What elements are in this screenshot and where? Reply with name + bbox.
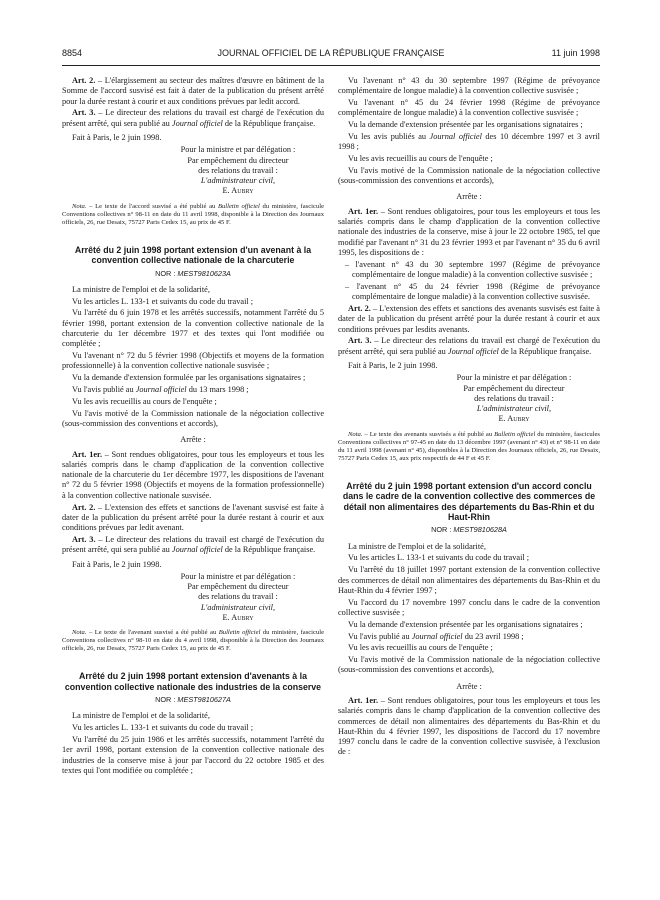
list-item: – l'avenant n° 45 du 24 février 1998 (Régime de prévoyance complémentaire de longue maladie) à la convention collective susvisée. [345,281,600,302]
issue-date: 11 juin 1998 [551,48,600,58]
nor-reference: NOR : MEST9810623A [155,268,231,278]
paragraph: Vu l'arrêté du 18 juillet 1997 portant extension de la convention collective des commerces de détail non alimentaires des départements du Bas-Rhin et du Haut-Rhin du 4 février 1997 ; [338,565,600,595]
paragraph: Vu l'avis motivé de la Commission nationale de la négociation collective (sous-commission des conventions et accords), [338,655,600,675]
paragraph: Vu la demande d'extension présentée par les organisations signataires ; [348,619,583,629]
journal-title: JOURNAL OFFICIEL DE LA RÉPUBLIQUE FRANÇAISE [217,48,445,58]
signature-block: Pour la ministre et par délégation : Par empêchement du directeur des relations du travail : L'administrateur civil, E. Aubry [180,571,296,622]
paragraph: Vu l'avis publié au Journal officiel du 13 mars 1998 ; [72,385,249,395]
decree-title: Arrêté du 2 juin 1998 portant extension d'un accord conclu dans le cadre de la convention collective des commerces de détail non alimentaires des départements du Bas-Rhin et du Haut-Rhin [342,480,596,522]
paragraph: Vu les avis publiés au Journal officiel des 10 décembre 1997 et 3 avril 1998 ; [338,131,600,152]
nor-reference: NOR : MEST9810628A [431,525,507,535]
paragraph: La ministre de l'emploi et de la solidarité, [72,711,210,721]
paragraph: Vu l'avenant n° 72 du 5 février 1998 (Objectifs et moyens de la formation professionnelle) à la convention collective nationale susvisée ; [62,351,324,371]
paragraph: Vu l'arrêté du 25 juin 1986 et les arrêtés successifs, notamment l'arrêté du 1er avril 1998, portant extension de la convention collective nationale des industries de la conserve mise à jour par l'accord du 22 octobre 1985 et des textes qui l'ont modifiée ou complétée ; [62,734,324,775]
arrete-heading: Arrête : [456,192,482,202]
signing-date: Fait à Paris, le 2 juin 1998. [72,132,162,142]
list-item: – l'avenant n° 43 du 30 septembre 1997 (Régime de prévoyance complémentaire de longue maladie) à la convention collective susvisée ; [345,259,600,280]
paragraph: Vu l'avenant n° 43 du 30 septembre 1997 (Régime de prévoyance complémentaire de longue maladie) à la convention collective susvisée ; [338,76,600,96]
signing-date: Fait à Paris, le 2 juin 1998. [72,559,162,569]
paragraph: Vu les articles L. 133-1 et suivants du code du travail ; [72,296,254,306]
paragraph: Vu les avis recueillis au cours de l'enquête ; [72,396,217,406]
article-1: Art. 1er. – Sont rendues obligatoires, pour tous les employeurs et tous les salariés compris dans le champ d'application de la convention collective nationale des industries de la conserve, mise à jour le 22 octobre 1985, tel que modifié par l'avenant n° 31 du 23 février 1993 et par l'avenant n° 35 du 6 avril 1995, les dispositions de : [338,206,600,257]
article-1: Art. 1er. – Sont rendues obligatoires, pour tous les employeurs et tous les salariés compris dans le champ d'application de la convention collective des commerces de détail non alimentaires des départements du Bas-Rhin et du Haut-Rhin du 4 février 1997, les dispositions de l'accord du 17 novembre 1997 conclu dans le cadre de la convention collective susvisée, à l'exclusion de : [338,695,600,757]
paragraph: Vu les articles L. 133-1 et suivants du code du travail ; [72,723,254,733]
article-1: Art. 1er. – Sont rendues obligatoires, pour tous les employeurs et tous les salariés compris dans le champ d'application de la convention collective nationale de la charcuterie du 1er décembre 1977, les dispositions de l'avenant n° 72 du 5 février 1998 (Objectifs et moyens de la formation professionnelle) à la convention collective nationale susvisée. [62,449,324,500]
paragraph: Vu l'avis publié au Journal officiel du 23 avril 1998 ; [348,631,524,641]
paragraph: Vu les avis recueillis au cours de l'enquête ; [348,643,493,653]
paragraph: Vu l'avis motivé de la Commission nationale de la négociation collective (sous-commission des conventions et accords), [62,408,324,428]
article-3: Art. 3. – Le directeur des relations du travail est chargé de l'exécution du présent arrêté, qui sera publié au Journal officiel de la République française. [62,534,324,555]
paragraph: Vu l'avis motivé de la Commission nationale de la négociation collective (sous-commission des conventions et accords), [338,165,600,186]
publication-note: Nota. – Le texte de l'accord susvisé a été publié au Bulletin officiel du ministère, fascicule Conventions collectives n° 98-11 en date du 11 avril 1998, disponible à la Direction des Journaux officiels, 26, rue Desaix, 75727 Paris Cedex 15, au prix de 45 F. [62,202,324,226]
nor-reference: NOR : MEST9810627A [155,695,231,705]
header-rule [62,65,600,66]
publication-note: Nota. – Le texte de l'avenant susvisé a été publié au Bulletin officiel du ministère, fascicule Conventions collectives n° 98-10 en date du 4 avril 1998, disponible à la Direction des Journaux officiels, 26, rue Desaix, 75727 Paris Cedex 15, au prix de 45 F. [62,629,324,653]
left-column [62,76,324,891]
publication-note: Nota. – Le texte des avenants susvisés a été publié au Bulletin officiel du ministère, fascicules Conventions collectives n° 97-45 en date du 13 décembre 1997 (avenant n° 43) et n° 98-11 en date du 11 avril 1998 (avenant n° 45), disponibles à la Direction des Journaux officiels, 26, rue Desaix, 75727 Paris Cedex 15, aux prix respectifs de 44 F et 45 F. [338,430,600,462]
paragraph: Vu l'accord du 17 novembre 1997 conclu dans le cadre de la convention collective susvisée ; [338,597,600,617]
signature-block: Pour la ministre et par délégation : Par empêchement du directeur des relations du travail : L'administrateur civil, E. Aubry [456,373,572,424]
paragraph: Vu l'avenant n° 45 du 24 février 1998 (Régime de prévoyance complémentaire de longue maladie) à la convention collective susvisée ; [338,98,600,118]
paragraph: La ministre de l'emploi et de la solidarité, [72,284,210,294]
article-2: Art. 2. – L'extension des effets et sanctions des avenants susvisés est faite à dater de la publication du présent arrêté pour la durée restant à courir et aux conditions prévues par lesdits avenants. [338,303,600,334]
page-number: 8854 [62,48,83,58]
decree-title: Arrêté du 2 juin 1998 portant extension d'avenants à la convention collective nationale des industries de la conserve [64,671,322,692]
signing-date: Fait à Paris, le 2 juin 1998. [348,360,438,370]
paragraph: Vu la demande d'extension formulée par les organisations signataires ; [72,373,306,383]
article-3: Art. 3. – Le directeur des relations du travail est chargé de l'exécution du présent arrêté, qui sera publié au Journal officiel de la République française. [338,336,600,356]
arrete-heading: Arrête : [180,435,206,445]
decree-title: Arrêté du 2 juin 1998 portant extension d'un avenant à la convention collective nationale de la charcuterie [74,244,312,266]
page-header [62,48,600,64]
article-3: Art. 3. – Le directeur des relations du travail est chargé de l'exécution du présent arrêté, qui sera publié au Journal officiel de la République française. [62,108,324,128]
paragraph: Vu l'arrêté du 6 juin 1978 et les arrêtés successifs, notamment l'arrêté du 5 février 1998, portant extension de la convention collective nationale de la charcuterie du 1er décembre 1977 et des textes qui l'ont modifiée ou complétée ; [62,308,324,349]
paragraph: Vu les avis recueillis au cours de l'enquête ; [348,154,493,164]
right-column [338,76,600,891]
article-2: Art. 2. – L'élargissement au secteur des maîtres d'œuvre en bâtiment de la Somme de l'accord susvisé est fait à dater de la publication du présent arrêté pour la durée restant à courir et aux conditions prévues par ledit accord. [62,76,324,106]
paragraph: La ministre de l'emploi et de la solidarité, [348,541,486,551]
arrete-heading: Arrête : [456,681,482,691]
paragraph: Vu la demande d'extension présentée par les organisations signataires ; [348,120,583,130]
paragraph: Vu les articles L. 133-1 et suivants du code du travail ; [348,553,530,563]
article-2: Art. 2. – L'extension des effets et sanctions de l'avenant susvisé est faite à dater de la publication du présent arrêté pour la durée restant à courir et aux conditions prévues par ledit avenant. [62,502,324,533]
signature-block: Pour la ministre et par délégation : Par empêchement du directeur des relations du travail : L'administrateur civil, E. Aubry [180,145,296,196]
